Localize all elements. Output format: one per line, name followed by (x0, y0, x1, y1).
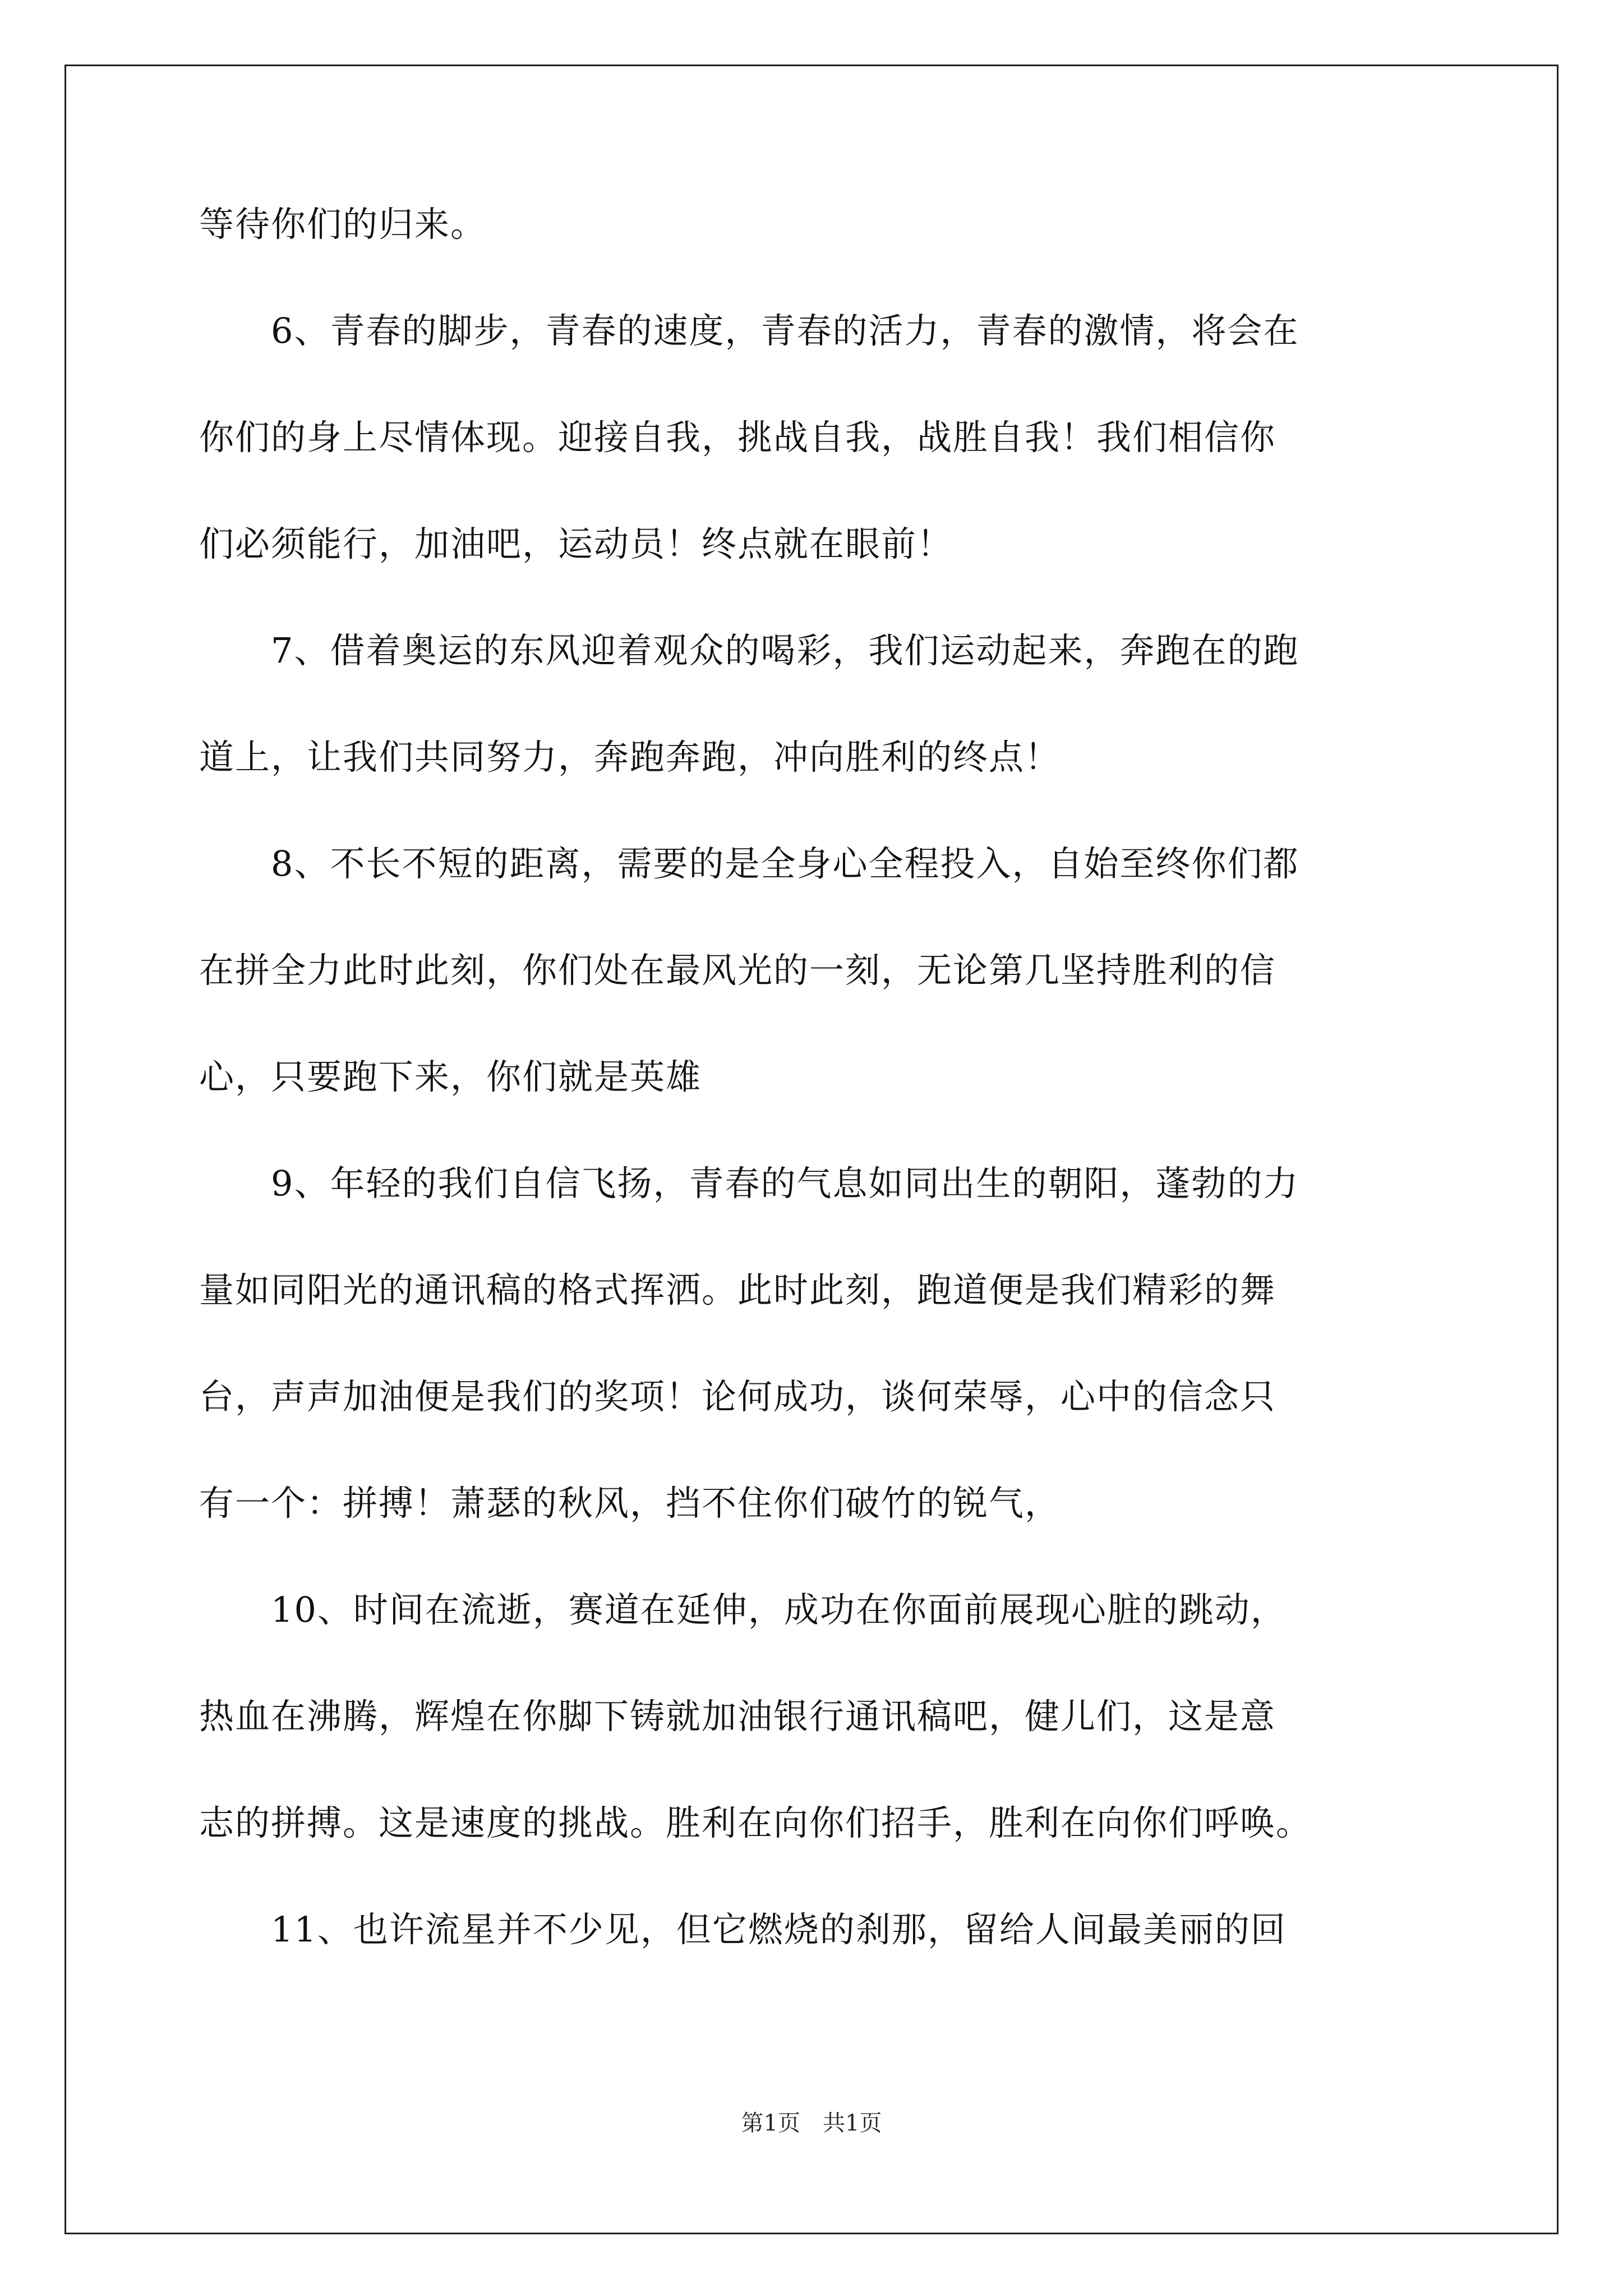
text-line: 们必须能行，加油吧，运动员！终点就在眼前！ (199, 523, 953, 564)
text-line: 8、不长不短的距离，需要的是全身心全程投入，自始至终你们都 (199, 843, 1299, 884)
text-line: 10、时间在流逝，赛道在延伸，成功在你面前展现心脏的跳动， (199, 1589, 1287, 1630)
text-line: 9、年轻的我们自信飞扬，青春的气息如同出生的朝阳，蓬勃的力 (199, 1163, 1299, 1204)
text-line: 量如同阳光的通讯稿的格式挥洒。此时此刻，跑道便是我们精彩的舞 (199, 1269, 1276, 1310)
text-line: 7、借着奥运的东风迎着观众的喝彩，我们运动起来，奔跑在的跑 (199, 630, 1299, 671)
text-line: 心，只要跑下来，你们就是英雄 (199, 1056, 702, 1097)
text-line: 志的拼搏。这是速度的挑战。胜利在向你们招手，胜利在向你们呼唤。 (199, 1802, 1312, 1843)
text-line: 热血在沸腾，辉煌在你脚下铸就加油银行通讯稿吧，健儿们，这是意 (199, 1696, 1276, 1737)
text-line: 台，声声加油便是我们的奖项！论何成功，谈何荣辱，心中的信念只 (199, 1376, 1276, 1417)
text-line: 有一个：拼搏！萧瑟的秋风，挡不住你们破竹的锐气， (199, 1483, 1061, 1524)
text-line: 等待你们的归来。 (199, 204, 487, 245)
text-line: 11、也许流星并不少见，但它燃烧的刹那，留给人间最美丽的回 (199, 1909, 1287, 1950)
text-line: 在拼全力此时此刻，你们处在最风光的一刻，无论第几坚持胜利的信 (199, 950, 1276, 991)
text-line: 道上，让我们共同努力，奔跑奔跑，冲向胜利的终点！ (199, 737, 1061, 777)
page-footer: 第1页 共1页 (741, 2110, 882, 2136)
text-line: 你们的身上尽情体现。迎接自我，挑战自我，战胜自我！我们相信你 (199, 417, 1276, 458)
text-line: 6、青春的脚步，青春的速度，青春的活力，青春的激情，将会在 (199, 310, 1299, 351)
